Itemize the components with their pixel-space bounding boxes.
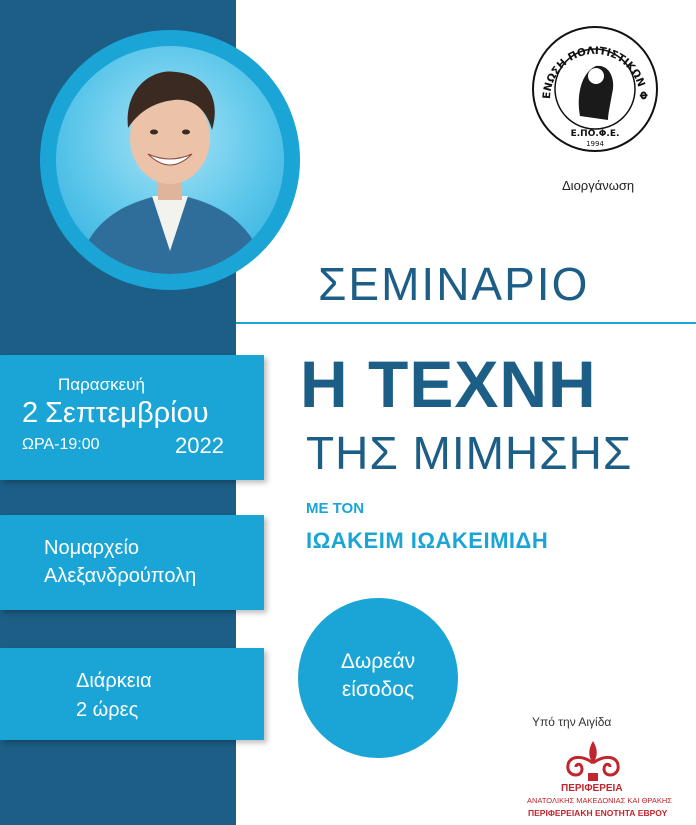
region-unit: ΠΕΡΙΦΕΡΕΙΑΚΗ ΕΝΟΤΗΤΑ ΕΒΡΟΥ [528,808,668,818]
speaker-portrait [56,46,284,274]
divider-line [236,322,696,324]
date-box [0,355,264,480]
speaker-name: ΙΩΑΚΕΙΜ ΙΩΑΚΕΙΜΙΔΗ [306,528,549,553]
title-line-1: Η ΤΕΧΝΗ [300,347,597,421]
event-type-heading: ΣΕΜΙΝΑΡΙΟ [318,258,590,310]
date-time: ΩΡΑ-19:00 [22,436,100,453]
venue-line-1: Νομαρχείο [44,537,140,559]
date-year: 2022 [175,433,224,458]
duration-line-1: Διάρκεια [76,670,152,692]
date-day: 2 [22,397,39,429]
venue-line-2: Αλεξανδρούπολη [44,565,197,587]
patronage-caption: Υπό την Αιγίδα [532,715,612,729]
with-label: ΜΕ ΤΟΝ [306,500,365,517]
title-line-2: ΤΗΣ ΜΙΜΗΣΗΣ [306,427,633,479]
free-admission-line-2: είσοδος [341,678,415,701]
organizer-caption: Διοργάνωση [562,178,635,193]
organizer-logo [530,24,660,154]
region-subtitle: ΑΝΑΤΟΛΙΚΗΣ ΜΑΚΕΔΟΝΙΑΣ ΚΑΙ ΘΡΑΚΗΣ [527,796,672,805]
duration-line-2: 2 ώρες [76,699,139,721]
venue-box [0,515,264,610]
free-admission-badge [298,598,458,758]
svg-text:ΕΝΩΣΗ ΠΟΛΙΤΙΣΤΙΚΩΝ ΦΟΡΕΩΝ ΕΒΡΟ: ΕΝΩΣΗ ΠΟΛΙΤΙΣΤΙΚΩΝ Φ [540,44,650,101]
date-month: Σεπτεμβρίου [45,397,209,429]
svg-text:Ε.ΠΟ.Φ.Ε.: Ε.ΠΟ.Φ.Ε. [570,129,620,139]
duration-box [0,648,264,740]
region-name: ΠΕΡΙΦΕΡΕΙΑ [561,783,623,794]
free-admission-line-1: Δωρεάν [340,650,416,673]
region-emblem-icon [558,735,628,783]
date-weekday: Παρασκευή [58,375,145,394]
svg-text:1994: 1994 [586,140,604,148]
